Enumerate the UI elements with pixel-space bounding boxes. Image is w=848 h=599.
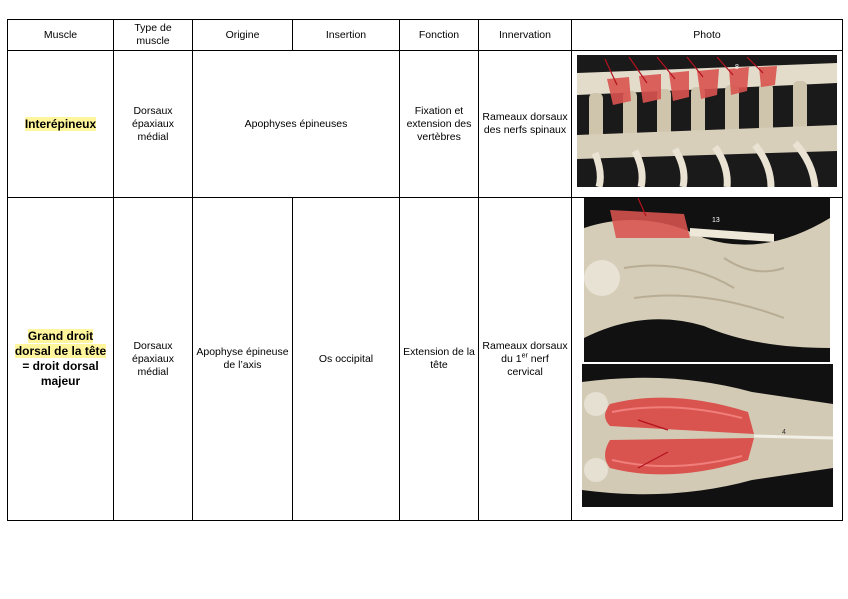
muscle-name-line2: dorsal de la tête	[14, 344, 107, 358]
innervation-text: Rameaux dorsaux du 1	[482, 339, 568, 365]
origine-cell: Apophyse épineuse de l’axis	[193, 198, 293, 521]
muscle-name: Interépineux	[24, 116, 97, 131]
innervation-cell	[479, 198, 572, 521]
header-insertion: Insertion	[293, 20, 400, 51]
table-row	[8, 51, 843, 198]
innervation-cell: Rameaux dorsaux des nerfs spinaux	[479, 51, 572, 198]
photo-cell	[572, 198, 843, 521]
innervation-superscript: er	[521, 352, 528, 359]
photo-label: 13	[712, 217, 720, 224]
photo-label: 8	[735, 64, 739, 71]
header-innervation: Innervation	[479, 20, 572, 51]
muscle-cell	[8, 198, 114, 521]
innervation-text-end: nerf cervical	[507, 352, 549, 378]
type-cell: Dorsaux épaxiaux médial	[114, 51, 193, 198]
header-photo: Photo	[572, 20, 843, 51]
head-dorsal-dissection-photo	[582, 364, 833, 507]
header-row	[8, 20, 843, 51]
header-type: Type de muscle	[114, 20, 193, 51]
photo-cell	[572, 51, 843, 198]
origine-insertion-cell: Apophyses épineuses	[193, 51, 400, 198]
muscle-cell	[8, 51, 114, 198]
interepineux-dissection-photo	[577, 55, 837, 187]
table-row	[8, 198, 843, 521]
photo-label: 4	[782, 429, 786, 436]
muscle-name-synonym: = droit dorsal majeur	[22, 359, 99, 388]
head-lateral-dissection-photo	[584, 198, 830, 362]
fonction-cell: Fixation et extension des vertèbres	[400, 51, 479, 198]
insertion-cell: Os occipital	[293, 198, 400, 521]
header-muscle: Muscle	[8, 20, 114, 51]
muscle-table	[7, 19, 843, 521]
type-cell: Dorsaux épaxiaux médial	[114, 198, 193, 521]
fonction-cell: Extension de la tête	[400, 198, 479, 521]
muscle-name-line1: Grand droit	[27, 329, 94, 343]
header-fonction: Fonction	[400, 20, 479, 51]
header-origine: Origine	[193, 20, 293, 51]
